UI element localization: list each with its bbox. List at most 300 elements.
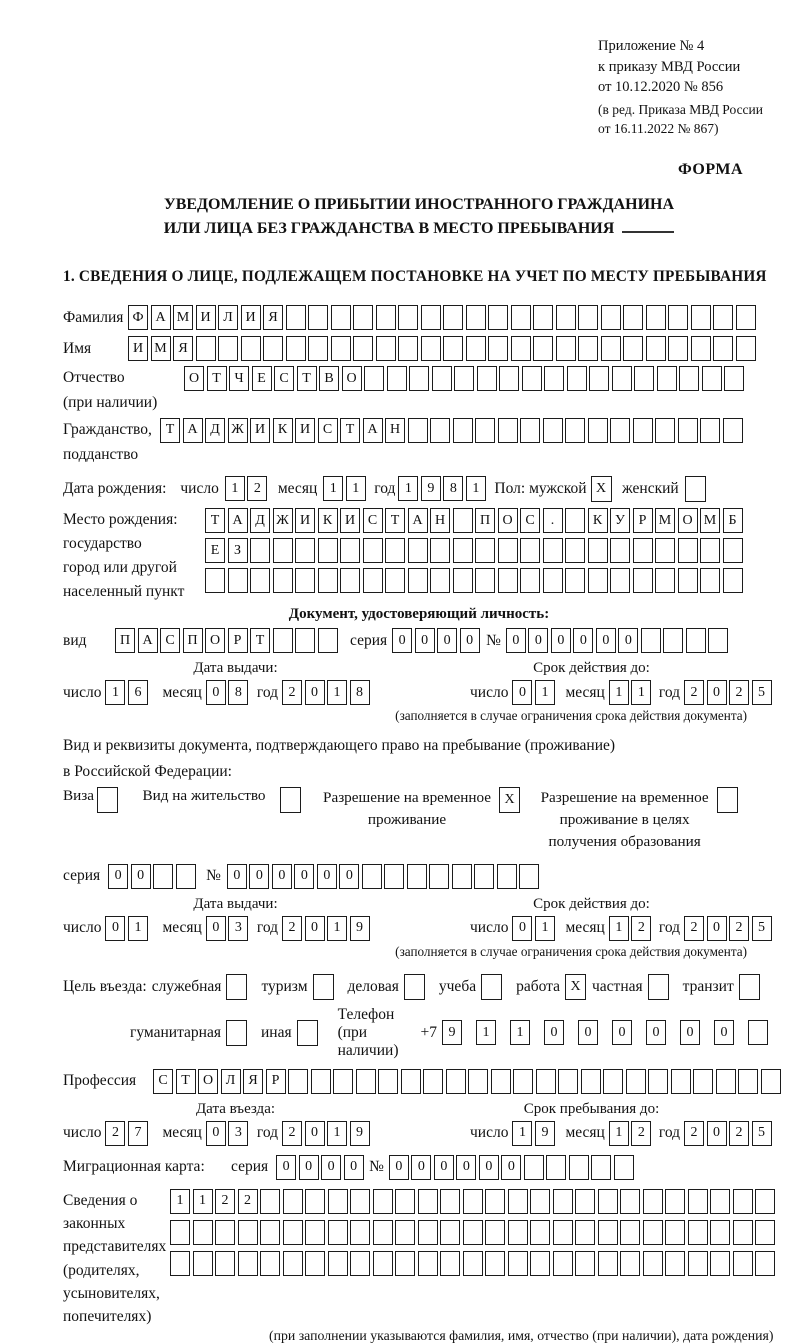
char-cell[interactable] — [733, 1220, 753, 1245]
char-cell[interactable]: Ж — [228, 418, 248, 443]
char-cell[interactable] — [710, 1251, 730, 1276]
char-cell[interactable] — [575, 1251, 595, 1276]
char-cell[interactable] — [350, 1189, 370, 1214]
char-cell[interactable]: 0 — [707, 916, 727, 941]
char-cell[interactable] — [565, 568, 585, 593]
char-cell[interactable]: Ч — [229, 366, 249, 391]
char-cell[interactable] — [738, 1069, 758, 1094]
char-cell[interactable] — [688, 1220, 708, 1245]
char-cell[interactable] — [308, 336, 328, 361]
char-cell[interactable]: Т — [207, 366, 227, 391]
char-cell[interactable]: Н — [430, 508, 450, 533]
char-cell[interactable]: 9 — [350, 1121, 370, 1146]
char-cell[interactable]: 0 — [108, 864, 128, 889]
char-cell[interactable]: Я — [173, 336, 193, 361]
char-cell[interactable]: А — [183, 418, 203, 443]
char-cell[interactable]: 1 — [170, 1189, 190, 1214]
char-cell[interactable] — [353, 336, 373, 361]
char-cell[interactable]: 0 — [506, 628, 526, 653]
char-cell[interactable]: 0 — [578, 1020, 598, 1045]
char-cell[interactable] — [610, 418, 630, 443]
char-cell[interactable] — [384, 864, 404, 889]
char-cell[interactable] — [318, 538, 338, 563]
char-cell[interactable]: 0 — [573, 628, 593, 653]
char-cell[interactable] — [620, 1251, 640, 1276]
char-cell[interactable]: 0 — [707, 1121, 727, 1146]
char-cell[interactable] — [398, 336, 418, 361]
char-cell[interactable] — [713, 305, 733, 330]
char-cell[interactable]: 0 — [276, 1155, 296, 1180]
char-cell[interactable] — [241, 336, 261, 361]
char-cell[interactable] — [641, 628, 661, 653]
char-cell[interactable] — [423, 1069, 443, 1094]
char-cell[interactable] — [736, 336, 756, 361]
char-cell[interactable] — [530, 1189, 550, 1214]
char-cell[interactable] — [238, 1220, 258, 1245]
char-cell[interactable] — [196, 336, 216, 361]
char-cell[interactable]: Т — [250, 628, 270, 653]
char-cell[interactable] — [575, 1189, 595, 1214]
char-cell[interactable] — [331, 305, 351, 330]
char-cell[interactable] — [305, 1220, 325, 1245]
char-cell[interactable] — [556, 336, 576, 361]
char-cell[interactable] — [499, 366, 519, 391]
char-cell[interactable] — [688, 1189, 708, 1214]
char-cell[interactable] — [440, 1251, 460, 1276]
char-cell[interactable]: С — [520, 508, 540, 533]
char-cell[interactable]: 8 — [350, 680, 370, 705]
char-cell[interactable]: 1 — [512, 1121, 532, 1146]
char-cell[interactable] — [710, 1220, 730, 1245]
char-cell[interactable]: А — [138, 628, 158, 653]
char-cell[interactable] — [700, 418, 720, 443]
char-cell[interactable] — [601, 305, 621, 330]
char-cell[interactable] — [544, 366, 564, 391]
char-cell[interactable] — [601, 336, 621, 361]
char-cell[interactable] — [520, 568, 540, 593]
char-cell[interactable] — [446, 1069, 466, 1094]
char-cell[interactable]: И — [128, 336, 148, 361]
char-cell[interactable] — [643, 1220, 663, 1245]
char-cell[interactable] — [655, 538, 675, 563]
char-cell[interactable] — [688, 1251, 708, 1276]
char-cell[interactable] — [648, 1069, 668, 1094]
char-cell[interactable] — [453, 508, 473, 533]
char-cell[interactable] — [610, 538, 630, 563]
char-cell[interactable] — [170, 1251, 190, 1276]
char-cell[interactable]: 2 — [282, 916, 302, 941]
char-cell[interactable]: П — [475, 508, 495, 533]
char-cell[interactable] — [723, 538, 743, 563]
char-cell[interactable]: П — [183, 628, 203, 653]
char-cell[interactable]: Ф — [128, 305, 148, 330]
char-cell[interactable] — [553, 1251, 573, 1276]
char-cell[interactable]: 0 — [206, 1121, 226, 1146]
char-cell[interactable] — [205, 568, 225, 593]
char-cell[interactable] — [491, 1069, 511, 1094]
char-cell[interactable] — [263, 336, 283, 361]
char-cell[interactable] — [463, 1251, 483, 1276]
char-cell[interactable]: 0 — [551, 628, 571, 653]
char-cell[interactable]: З — [228, 538, 248, 563]
char-cell[interactable]: М — [173, 305, 193, 330]
char-cell[interactable]: Т — [385, 508, 405, 533]
char-cell[interactable] — [497, 864, 517, 889]
char-cell[interactable]: 1 — [398, 476, 418, 501]
char-cell[interactable] — [610, 568, 630, 593]
char-cell[interactable]: 2 — [729, 680, 749, 705]
char-cell[interactable]: А — [228, 508, 248, 533]
char-cell[interactable] — [520, 538, 540, 563]
char-cell[interactable] — [588, 568, 608, 593]
char-cell[interactable]: 0 — [512, 916, 532, 941]
char-cell[interactable] — [513, 1069, 533, 1094]
char-cell[interactable]: Р — [266, 1069, 286, 1094]
char-cell[interactable] — [286, 305, 306, 330]
char-cell[interactable]: 0 — [272, 864, 292, 889]
char-cell[interactable]: 2 — [282, 680, 302, 705]
char-cell[interactable]: Е — [252, 366, 272, 391]
char-cell[interactable]: Д — [250, 508, 270, 533]
char-cell[interactable]: 1 — [466, 476, 486, 501]
char-cell[interactable] — [295, 628, 315, 653]
char-cell[interactable] — [488, 305, 508, 330]
char-cell[interactable]: 0 — [612, 1020, 632, 1045]
char-cell[interactable] — [273, 538, 293, 563]
char-cell[interactable] — [193, 1251, 213, 1276]
char-cell[interactable] — [723, 418, 743, 443]
char-cell[interactable] — [430, 538, 450, 563]
char-cell[interactable]: 6 — [128, 680, 148, 705]
char-cell[interactable]: 0 — [299, 1155, 319, 1180]
char-cell[interactable]: 0 — [460, 628, 480, 653]
char-cell[interactable]: 0 — [392, 628, 412, 653]
char-cell[interactable]: В — [319, 366, 339, 391]
purpose-private-checkbox[interactable] — [648, 974, 669, 1000]
char-cell[interactable]: С — [160, 628, 180, 653]
char-cell[interactable] — [260, 1251, 280, 1276]
char-cell[interactable]: Я — [263, 305, 283, 330]
char-cell[interactable] — [453, 418, 473, 443]
char-cell[interactable] — [589, 366, 609, 391]
char-cell[interactable]: 2 — [684, 916, 704, 941]
char-cell[interactable] — [418, 1220, 438, 1245]
char-cell[interactable]: 1 — [105, 680, 125, 705]
char-cell[interactable]: 0 — [227, 864, 247, 889]
char-cell[interactable] — [395, 1251, 415, 1276]
char-cell[interactable]: 1 — [323, 476, 343, 501]
char-cell[interactable] — [408, 418, 428, 443]
char-cell[interactable] — [530, 1220, 550, 1245]
char-cell[interactable]: 0 — [317, 864, 337, 889]
char-cell[interactable]: 5 — [752, 1121, 772, 1146]
char-cell[interactable]: 1 — [476, 1020, 496, 1045]
char-cell[interactable]: 0 — [596, 628, 616, 653]
char-cell[interactable] — [401, 1069, 421, 1094]
char-cell[interactable]: О — [498, 508, 518, 533]
char-cell[interactable] — [686, 628, 706, 653]
purpose-business-checkbox[interactable] — [404, 974, 425, 1000]
char-cell[interactable]: С — [274, 366, 294, 391]
char-cell[interactable] — [755, 1189, 775, 1214]
char-cell[interactable] — [250, 538, 270, 563]
temp-residence-education-checkbox[interactable] — [717, 787, 738, 813]
char-cell[interactable] — [373, 1189, 393, 1214]
char-cell[interactable] — [238, 1251, 258, 1276]
char-cell[interactable] — [546, 1155, 566, 1180]
char-cell[interactable]: О — [198, 1069, 218, 1094]
char-cell[interactable] — [363, 568, 383, 593]
char-cell[interactable]: 3 — [228, 1121, 248, 1146]
char-cell[interactable] — [668, 336, 688, 361]
char-cell[interactable]: У — [610, 508, 630, 533]
char-cell[interactable] — [581, 1069, 601, 1094]
char-cell[interactable]: 0 — [415, 628, 435, 653]
char-cell[interactable] — [475, 568, 495, 593]
char-cell[interactable] — [350, 1220, 370, 1245]
char-cell[interactable] — [603, 1069, 623, 1094]
char-cell[interactable]: 0 — [714, 1020, 734, 1045]
char-cell[interactable] — [418, 1189, 438, 1214]
char-cell[interactable] — [569, 1155, 589, 1180]
char-cell[interactable] — [463, 1189, 483, 1214]
char-cell[interactable] — [723, 568, 743, 593]
char-cell[interactable]: 0 — [305, 1121, 325, 1146]
purpose-transit-checkbox[interactable] — [739, 974, 760, 1000]
char-cell[interactable] — [691, 336, 711, 361]
char-cell[interactable] — [418, 1251, 438, 1276]
char-cell[interactable]: О — [342, 366, 362, 391]
char-cell[interactable] — [385, 568, 405, 593]
char-cell[interactable]: А — [151, 305, 171, 330]
char-cell[interactable] — [536, 1069, 556, 1094]
char-cell[interactable]: 0 — [544, 1020, 564, 1045]
char-cell[interactable] — [218, 336, 238, 361]
char-cell[interactable] — [655, 418, 675, 443]
char-cell[interactable] — [733, 1189, 753, 1214]
char-cell[interactable] — [356, 1069, 376, 1094]
char-cell[interactable] — [614, 1155, 634, 1180]
char-cell[interactable]: 0 — [294, 864, 314, 889]
char-cell[interactable]: И — [295, 418, 315, 443]
char-cell[interactable] — [477, 366, 497, 391]
char-cell[interactable]: С — [363, 508, 383, 533]
char-cell[interactable] — [260, 1220, 280, 1245]
char-cell[interactable] — [633, 418, 653, 443]
char-cell[interactable] — [700, 538, 720, 563]
char-cell[interactable] — [363, 538, 383, 563]
char-cell[interactable] — [283, 1220, 303, 1245]
char-cell[interactable] — [736, 305, 756, 330]
char-cell[interactable] — [311, 1069, 331, 1094]
char-cell[interactable] — [663, 628, 683, 653]
char-cell[interactable]: О — [678, 508, 698, 533]
char-cell[interactable]: 1 — [346, 476, 366, 501]
char-cell[interactable] — [318, 568, 338, 593]
char-cell[interactable] — [398, 305, 418, 330]
char-cell[interactable]: 3 — [228, 916, 248, 941]
char-cell[interactable] — [657, 366, 677, 391]
char-cell[interactable] — [328, 1189, 348, 1214]
char-cell[interactable] — [543, 418, 563, 443]
char-cell[interactable] — [733, 1251, 753, 1276]
char-cell[interactable] — [475, 418, 495, 443]
char-cell[interactable] — [443, 305, 463, 330]
char-cell[interactable] — [362, 864, 382, 889]
purpose-humanitarian-checkbox[interactable] — [226, 1020, 247, 1046]
char-cell[interactable] — [318, 628, 338, 653]
char-cell[interactable]: Л — [218, 305, 238, 330]
residence-permit-checkbox[interactable] — [280, 787, 301, 813]
char-cell[interactable] — [429, 864, 449, 889]
visa-checkbox[interactable] — [97, 787, 118, 813]
char-cell[interactable] — [373, 1220, 393, 1245]
char-cell[interactable]: Е — [205, 538, 225, 563]
char-cell[interactable] — [350, 1251, 370, 1276]
char-cell[interactable]: И — [250, 418, 270, 443]
char-cell[interactable]: Н — [385, 418, 405, 443]
char-cell[interactable]: М — [700, 508, 720, 533]
char-cell[interactable]: 1 — [193, 1189, 213, 1214]
char-cell[interactable]: 0 — [456, 1155, 476, 1180]
char-cell[interactable]: 2 — [282, 1121, 302, 1146]
char-cell[interactable] — [475, 538, 495, 563]
char-cell[interactable] — [453, 568, 473, 593]
char-cell[interactable] — [288, 1069, 308, 1094]
char-cell[interactable]: 0 — [512, 680, 532, 705]
char-cell[interactable] — [498, 568, 518, 593]
char-cell[interactable] — [286, 336, 306, 361]
char-cell[interactable] — [755, 1220, 775, 1245]
char-cell[interactable]: Ж — [273, 508, 293, 533]
char-cell[interactable] — [620, 1220, 640, 1245]
char-cell[interactable] — [578, 305, 598, 330]
char-cell[interactable] — [708, 628, 728, 653]
char-cell[interactable] — [693, 1069, 713, 1094]
char-cell[interactable]: 0 — [389, 1155, 409, 1180]
char-cell[interactable] — [522, 366, 542, 391]
char-cell[interactable]: 1 — [609, 1121, 629, 1146]
char-cell[interactable] — [170, 1220, 190, 1245]
char-cell[interactable] — [395, 1189, 415, 1214]
char-cell[interactable] — [543, 568, 563, 593]
char-cell[interactable]: 0 — [479, 1155, 499, 1180]
char-cell[interactable] — [305, 1251, 325, 1276]
char-cell[interactable] — [678, 568, 698, 593]
char-cell[interactable] — [408, 568, 428, 593]
char-cell[interactable]: 0 — [206, 916, 226, 941]
char-cell[interactable]: Я — [243, 1069, 263, 1094]
char-cell[interactable] — [432, 366, 452, 391]
char-cell[interactable] — [530, 1251, 550, 1276]
char-cell[interactable] — [376, 336, 396, 361]
char-cell[interactable] — [308, 305, 328, 330]
char-cell[interactable] — [260, 1189, 280, 1214]
char-cell[interactable] — [193, 1220, 213, 1245]
char-cell[interactable]: 1 — [609, 916, 629, 941]
char-cell[interactable] — [646, 305, 666, 330]
char-cell[interactable]: 2 — [684, 1121, 704, 1146]
char-cell[interactable]: 0 — [680, 1020, 700, 1045]
char-cell[interactable] — [485, 1220, 505, 1245]
purpose-tourism-checkbox[interactable] — [313, 974, 334, 1000]
char-cell[interactable] — [565, 538, 585, 563]
char-cell[interactable] — [724, 366, 744, 391]
char-cell[interactable]: 1 — [631, 680, 651, 705]
char-cell[interactable] — [710, 1189, 730, 1214]
char-cell[interactable] — [376, 305, 396, 330]
char-cell[interactable] — [620, 1189, 640, 1214]
char-cell[interactable] — [565, 418, 585, 443]
char-cell[interactable]: Б — [723, 508, 743, 533]
char-cell[interactable] — [250, 568, 270, 593]
char-cell[interactable]: 5 — [752, 680, 772, 705]
char-cell[interactable] — [387, 366, 407, 391]
char-cell[interactable] — [665, 1189, 685, 1214]
char-cell[interactable] — [623, 336, 643, 361]
char-cell[interactable] — [485, 1251, 505, 1276]
char-cell[interactable] — [633, 568, 653, 593]
char-cell[interactable] — [454, 366, 474, 391]
char-cell[interactable] — [468, 1069, 488, 1094]
char-cell[interactable]: 2 — [238, 1189, 258, 1214]
char-cell[interactable] — [643, 1189, 663, 1214]
char-cell[interactable]: 1 — [327, 680, 347, 705]
char-cell[interactable] — [353, 305, 373, 330]
char-cell[interactable] — [665, 1220, 685, 1245]
char-cell[interactable] — [408, 538, 428, 563]
char-cell[interactable]: А — [363, 418, 383, 443]
char-cell[interactable] — [567, 366, 587, 391]
char-cell[interactable] — [466, 305, 486, 330]
char-cell[interactable] — [295, 538, 315, 563]
char-cell[interactable]: А — [408, 508, 428, 533]
char-cell[interactable] — [463, 1220, 483, 1245]
char-cell[interactable] — [678, 538, 698, 563]
char-cell[interactable] — [558, 1069, 578, 1094]
char-cell[interactable] — [466, 336, 486, 361]
char-cell[interactable] — [440, 1189, 460, 1214]
char-cell[interactable]: 1 — [535, 916, 555, 941]
char-cell[interactable]: 0 — [437, 628, 457, 653]
char-cell[interactable]: 0 — [249, 864, 269, 889]
char-cell[interactable]: 0 — [105, 916, 125, 941]
char-cell[interactable]: 0 — [501, 1155, 521, 1180]
char-cell[interactable]: 0 — [411, 1155, 431, 1180]
char-cell[interactable]: Т — [160, 418, 180, 443]
char-cell[interactable] — [295, 568, 315, 593]
char-cell[interactable] — [273, 568, 293, 593]
char-cell[interactable]: 0 — [321, 1155, 341, 1180]
char-cell[interactable] — [556, 305, 576, 330]
char-cell[interactable]: 9 — [350, 916, 370, 941]
char-cell[interactable]: О — [205, 628, 225, 653]
char-cell[interactable] — [176, 864, 196, 889]
char-cell[interactable]: 2 — [729, 1121, 749, 1146]
char-cell[interactable]: 0 — [305, 916, 325, 941]
char-cell[interactable] — [598, 1220, 618, 1245]
purpose-work-checkbox[interactable]: X — [565, 974, 586, 1000]
char-cell[interactable] — [612, 366, 632, 391]
char-cell[interactable]: 9 — [442, 1020, 462, 1045]
sex-female-checkbox[interactable] — [685, 476, 706, 502]
char-cell[interactable]: 1 — [609, 680, 629, 705]
char-cell[interactable] — [340, 568, 360, 593]
char-cell[interactable] — [565, 508, 585, 533]
char-cell[interactable] — [340, 538, 360, 563]
char-cell[interactable]: 1 — [327, 1121, 347, 1146]
char-cell[interactable] — [407, 864, 427, 889]
